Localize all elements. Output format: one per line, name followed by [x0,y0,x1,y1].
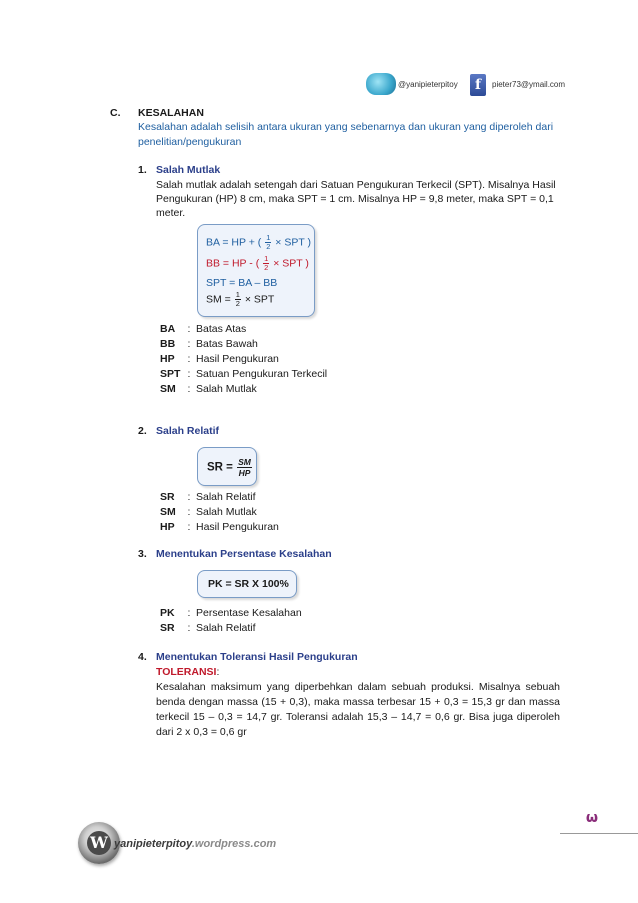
footer-rule [560,833,638,834]
item4-subtitle: TOLERANSI: [156,666,220,678]
item4-number: 4. [138,651,147,663]
item2-def-row: HP : Hasil Pengukuran [160,521,279,533]
item1-number: 1. [138,164,147,176]
item4-paragraph-line4: dari 2 x 0,3 = 0,6 gr [156,726,247,738]
formula-pk: PK = SR X 100% [208,578,289,590]
salah-relatif-formula-box [197,447,257,486]
item4-title: Menentukan Toleransi Hasil Pengukuran [156,651,358,663]
w-emblem-icon: ω [585,810,599,826]
item1-def-row: BB : Batas Bawah [160,338,258,350]
formula-ba: BA = HP + ( $\frac{1}{2}$ × SPT ) [206,233,311,251]
section-intro-line1: Kesalahan adalah selisih antara ukuran yang sebenarnya dan ukuran yang diperoleh dari [138,121,554,133]
section-intro-line2: penelitian/pengukuran [138,136,242,148]
item1-def-row: BA : Batas Atas [160,323,247,335]
formula-sm: SM = $\frac{1}{2}$ × SPT [206,290,275,308]
item1-desc-line2: Pengukuran (HP) 8 cm, maka SPT = 1 cm. Misalnya HP = 9,8 meter, maka SPT = 0,1 [156,193,554,205]
formula-bb: BB = HP - ( $\frac{1}{2}$ × SPT ) [206,254,309,272]
item1-def-row: HP : Hasil Pengukuran [160,353,279,365]
item1-desc-line1: Salah mutlak adalah setengah dari Satuan Pengukuran Terkecil (SPT). Misalnya Hasil [156,179,556,191]
persentase-formula-box [197,570,297,598]
item3-title: Menentukan Persentase Kesalahan [156,548,332,560]
wordpress-logo-icon: W [78,822,120,864]
formula-spt: SPT = BA – BB [206,277,278,289]
item3-def-row: PK : Persentase Kesalahan [160,607,302,619]
item4-paragraph-line2: benda dengan massa (15 + 0,3), maka massa terbesar 15 + 0,3 = 15,3 gr dan massa [156,696,560,708]
item1-desc-line3: meter. [156,207,186,219]
section-title: KESALAHAN [138,107,204,119]
item1-title: Salah Mutlak [156,164,221,176]
salah-mutlak-formula-box [197,224,315,317]
twitter-bird-icon [366,73,396,95]
email-address: pieter73@ymail.com [492,80,566,89]
footer-domain: .wordpress.com [191,838,277,850]
formula-sr: SR = $\frac{SM}{HP}$ [207,457,251,478]
section-letter: C. [110,107,121,119]
item2-number: 2. [138,425,147,437]
item1-def-row: SM : Salah Mutlak [160,383,257,395]
item2-def-row: SM : Salah Mutlak [160,506,257,518]
item2-def-row: SR : Salah Relatif [160,491,256,503]
item2-title: Salah Relatif [156,425,220,437]
item3-number: 3. [138,548,147,560]
item1-def-row: SPT : Satuan Pengukuran Terkecil [160,368,328,380]
item3-def-row: SR : Salah Relatif [160,622,256,634]
footer-brand: yanipieterpitoy [114,838,192,850]
item4-paragraph-line3: terkecil 15 – 0,3 = 14,7 gr. Toleransi adalah 15,3 – 14,7 = 0,6 gr. Bisa juga diperoleh [156,711,560,723]
facebook-icon: f [470,74,486,96]
item4-paragraph-line1: Kesalahan maksimum yang diperbehkan dalam sebuah produksi. Misalnya sebuah [156,681,560,693]
footer-site-link[interactable] [114,838,276,850]
twitter-handle: @yanipieterpitoy [398,80,458,89]
